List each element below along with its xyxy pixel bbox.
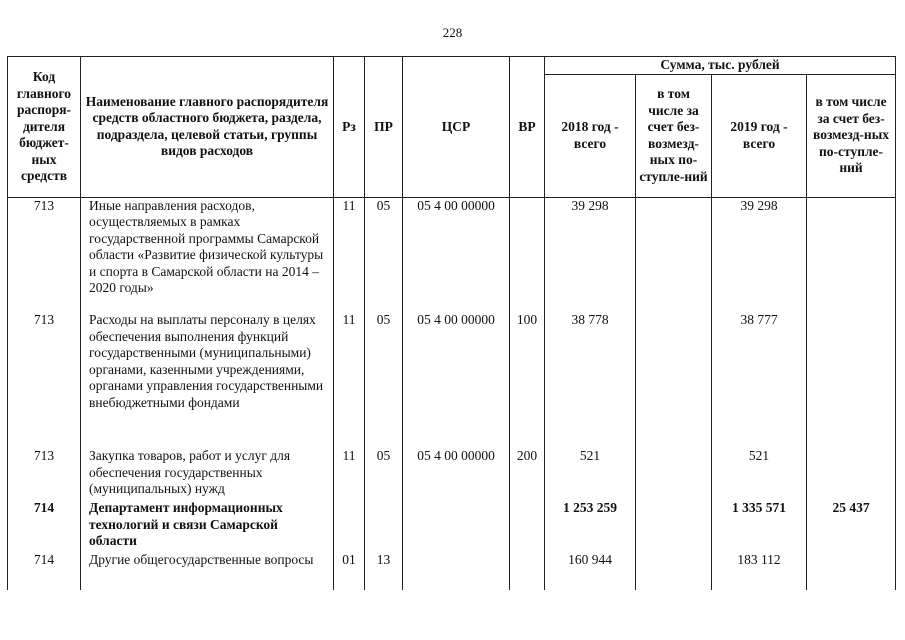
table-row	[8, 552, 896, 590]
cell-2019-free	[807, 448, 896, 500]
cell-code: 713	[8, 448, 81, 500]
cell-code: 713	[8, 197, 81, 312]
budget-table	[7, 56, 896, 590]
header-name: Наименование главного распорядителя средств областного бюджета, раздела, подраздела, целевой статьи, группы видов расходов	[81, 57, 334, 198]
header-sum: Сумма, тыс. рублей	[545, 57, 896, 75]
table-row	[8, 500, 896, 552]
cell-name: Департамент информационных технологий и связи Самарской области	[81, 500, 334, 552]
cell-name: Другие общегосударственные вопросы	[81, 552, 334, 590]
header-2019-free: в том числе за счет без-возмезд-ных по-ступле-ний	[807, 74, 896, 197]
cell-2018-free	[636, 448, 712, 500]
cell-name: Закупка товаров, работ и услуг для обеспечения государственных (муниципальных) нужд	[81, 448, 334, 500]
cell-2019-total: 39 298	[712, 197, 807, 312]
header-2018-free: в том числе за счет без-возмезд-ных по-ступле-ний	[636, 74, 712, 197]
cell-code: 714	[8, 552, 81, 590]
cell-vr: 100	[510, 312, 545, 448]
cell-csr	[403, 500, 510, 552]
cell-2019-free	[807, 197, 896, 312]
page-number: 228	[442, 25, 463, 40]
table-row	[8, 197, 896, 312]
cell-name: Расходы на выплаты персоналу в целях обеспечения выполнения функций государственными (муниципальными) органами, казенными учреждениями, органами управления государственными внебюджетными фондами	[81, 312, 334, 448]
cell-pr: 05	[365, 312, 403, 448]
cell-2018-total: 1 253 259	[545, 500, 636, 552]
cell-vr	[510, 197, 545, 312]
cell-2018-total: 160 944	[545, 552, 636, 590]
cell-2018-total: 38 778	[545, 312, 636, 448]
cell-vr	[510, 500, 545, 552]
cell-code: 714	[8, 500, 81, 552]
cell-2019-total: 521	[712, 448, 807, 500]
cell-2019-total: 38 777	[712, 312, 807, 448]
header-pr: ПР	[365, 57, 403, 198]
cell-2018-total: 521	[545, 448, 636, 500]
header-code: Код главного распоря-дителя бюджет-ных средств	[8, 57, 81, 198]
table-row	[8, 312, 896, 448]
cell-rz: 11	[334, 448, 365, 500]
header-2018-total: 2018 год - всего	[545, 74, 636, 197]
cell-2019-total: 183 112	[712, 552, 807, 590]
cell-pr: 05	[365, 197, 403, 312]
cell-csr	[403, 552, 510, 590]
cell-vr	[510, 552, 545, 590]
cell-2019-free	[807, 552, 896, 590]
cell-2018-free	[636, 500, 712, 552]
cell-2018-free	[636, 552, 712, 590]
header-2019-total: 2019 год - всего	[712, 74, 807, 197]
cell-csr: 05 4 00 00000	[403, 448, 510, 500]
cell-csr: 05 4 00 00000	[403, 197, 510, 312]
cell-rz: 11	[334, 312, 365, 448]
cell-2019-total: 1 335 571	[712, 500, 807, 552]
cell-pr: 05	[365, 448, 403, 500]
table-row	[8, 448, 896, 500]
cell-rz	[334, 500, 365, 552]
cell-code: 713	[8, 312, 81, 448]
cell-pr: 13	[365, 552, 403, 590]
cell-rz: 01	[334, 552, 365, 590]
cell-2018-free	[636, 312, 712, 448]
cell-2019-free	[807, 312, 896, 448]
cell-vr: 200	[510, 448, 545, 500]
header-vr: ВР	[510, 57, 545, 198]
cell-csr: 05 4 00 00000	[403, 312, 510, 448]
cell-rz: 11	[334, 197, 365, 312]
cell-2018-free	[636, 197, 712, 312]
header-rz: Рз	[334, 57, 365, 198]
cell-2018-total: 39 298	[545, 197, 636, 312]
cell-pr	[365, 500, 403, 552]
cell-name: Иные направления расходов, осуществляемых в рамках государственной программы Самарской области «Развитие физической культуры и спорта в Самарской области на 2014 – 2020 годы»	[81, 197, 334, 312]
header-csr: ЦСР	[403, 57, 510, 198]
cell-2019-free: 25 437	[807, 500, 896, 552]
